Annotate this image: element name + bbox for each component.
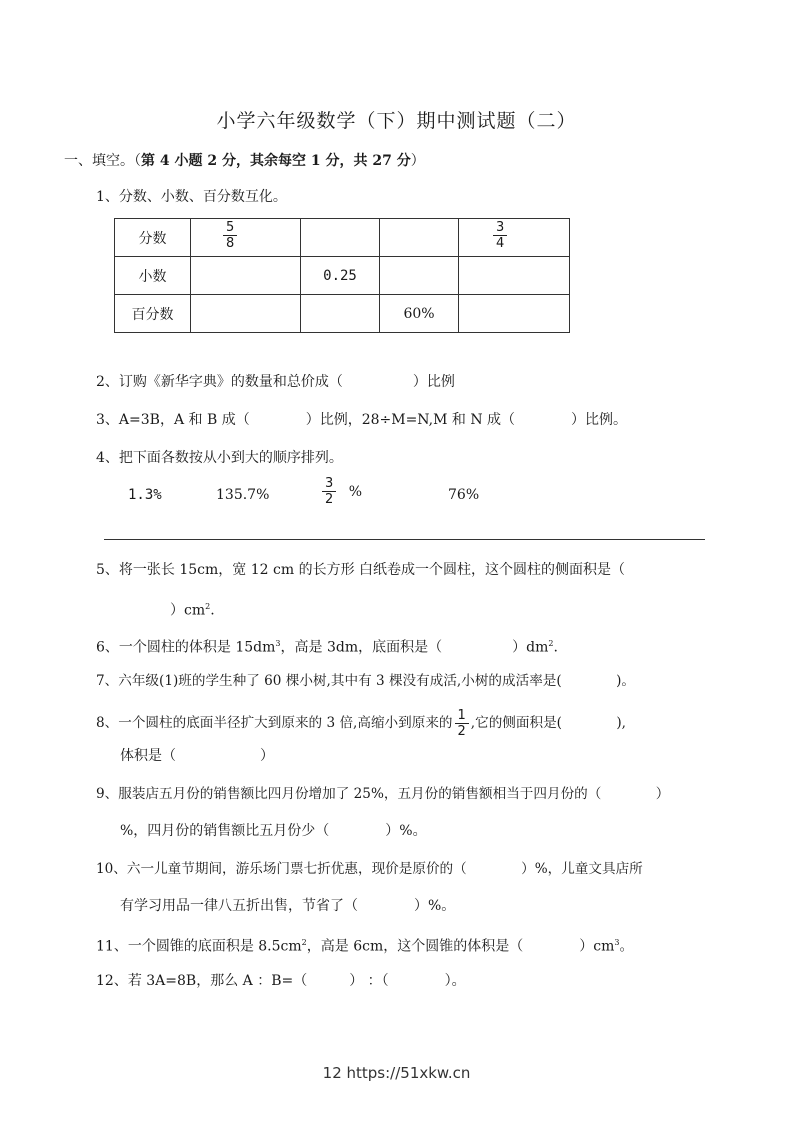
question-2: 2、订购《新华字典》的数量和总价成（ ）比例 <box>96 374 455 390</box>
table-cell <box>459 219 570 257</box>
superscript: 3 <box>275 639 281 648</box>
row-header-percent: 百分数 <box>115 295 191 333</box>
superscript: 2 <box>205 602 211 611</box>
table-cell <box>191 257 301 295</box>
question-8-line2: 体积是（ ） <box>120 748 274 764</box>
table-cell: 0.25 <box>301 257 380 295</box>
superscript: 3 <box>614 938 620 947</box>
fraction-denominator: 8 <box>226 236 235 251</box>
fraction-denominator: 4 <box>496 236 505 251</box>
table-cell <box>301 295 380 333</box>
q4-fraction-percent <box>320 476 362 507</box>
fraction-one-half <box>455 708 469 739</box>
page-footer: 12 https://51xkw.cn <box>322 1064 471 1082</box>
question-9-line2: %，四月份的销售额比五月份少（ ）%。 <box>120 823 427 839</box>
q5-end: . <box>210 602 215 619</box>
superscript: 2 <box>548 639 554 648</box>
q11-text-b: ，高是 6cm，这个圆锥的体积是（ ）cm <box>306 938 615 955</box>
row-header-fraction: 分数 <box>115 219 191 257</box>
section-score-note: 第 4 小题 2 分，其余每空 1 分，共 27 分 <box>141 153 411 169</box>
question-3: 3、A=3B，A 和 B 成（ ）比例，28÷M=N,M 和 N 成（ ）比例。 <box>96 412 628 428</box>
table-cell: 60% <box>380 295 459 333</box>
row-header-decimal: 小数 <box>115 257 191 295</box>
fraction-three-quarters <box>493 220 507 251</box>
q6-text-a: 6、一个圆柱的体积是 15dm <box>96 639 276 656</box>
section-end: ） <box>410 153 425 169</box>
q8-text-b: ,它的侧面积是( ), <box>470 715 626 731</box>
page-title: 小学六年级数学（下）期中测试题（二） <box>216 110 577 132</box>
table-cell <box>380 219 459 257</box>
question-1: 1、分数、小数、百分数互化。 <box>96 189 287 205</box>
section-label: 一、填空。（ <box>64 153 141 169</box>
table-cell <box>191 219 301 257</box>
question-5-line1: 5、将一张长 15cm，宽 12 cm 的长方形 白纸卷成一个圆柱，这个圆柱的侧面积是（ <box>96 562 626 578</box>
table-row <box>115 295 570 333</box>
question-9-line1: 9、服装店五月份的销售额比四月份增加了 25%，五月份的销售额相当于四月份的（ ） <box>96 786 670 802</box>
table-cell <box>380 257 459 295</box>
question-4: 4、把下面各数按从小到大的顺序排列。 <box>96 450 343 466</box>
question-6 <box>96 634 558 658</box>
q4-number-4: 76% <box>448 487 480 503</box>
table-cell <box>191 295 301 333</box>
q5-text: ）cm <box>170 602 206 619</box>
table-row <box>115 219 570 257</box>
fraction-numerator: 3 <box>322 476 336 492</box>
question-8-line1 <box>96 708 626 739</box>
fraction-percent-sign: % <box>348 483 363 500</box>
section-heading <box>64 150 425 170</box>
fraction-five-eighths <box>223 220 237 251</box>
fraction-numerator: 3 <box>493 220 507 236</box>
question-10-line1: 10、六一儿童节期间，游乐场门票七折优惠，现价是原价的（ ）%，儿童文具店所 <box>96 861 643 877</box>
q11-text-c: 。 <box>619 938 634 955</box>
fraction-denominator: 2 <box>457 724 466 739</box>
q6-text-b: ，高是 3dm，底面积是（ ）dm <box>280 639 549 656</box>
question-5-line2 <box>170 597 215 621</box>
q6-text-c: . <box>553 639 558 656</box>
table-cell <box>459 257 570 295</box>
q4-number-2: 135.7% <box>216 487 270 503</box>
table-cell <box>459 295 570 333</box>
answer-line <box>104 539 705 540</box>
fraction-denominator: 2 <box>325 492 334 507</box>
superscript: 2 <box>301 938 307 947</box>
fraction-numerator: 5 <box>223 220 237 236</box>
question-10-line2: 有学习用品一律八五折出售，节省了（ ）%。 <box>120 898 456 914</box>
conversion-table <box>114 218 570 333</box>
question-11 <box>96 933 633 957</box>
fraction-numerator: 1 <box>455 708 469 724</box>
fraction-three-halves <box>322 476 336 507</box>
q4-number-1: 1.3% <box>128 487 162 503</box>
table-cell <box>301 219 380 257</box>
question-12: 12、若 3A=8B，那么 A ：B=（ ） ：（ ）。 <box>96 973 466 989</box>
q8-text-a: 8、一个圆柱的底面半径扩大到原来的 3 倍,高缩小到原来的 <box>96 715 453 731</box>
q11-text-a: 11、一个圆锥的底面积是 8.5cm <box>96 938 302 955</box>
table-row <box>115 257 570 295</box>
question-7: 7、六年级(1)班的学生种了 60 棵小树,其中有 3 棵没有成活,小树的成活率是( )。 <box>96 673 635 689</box>
